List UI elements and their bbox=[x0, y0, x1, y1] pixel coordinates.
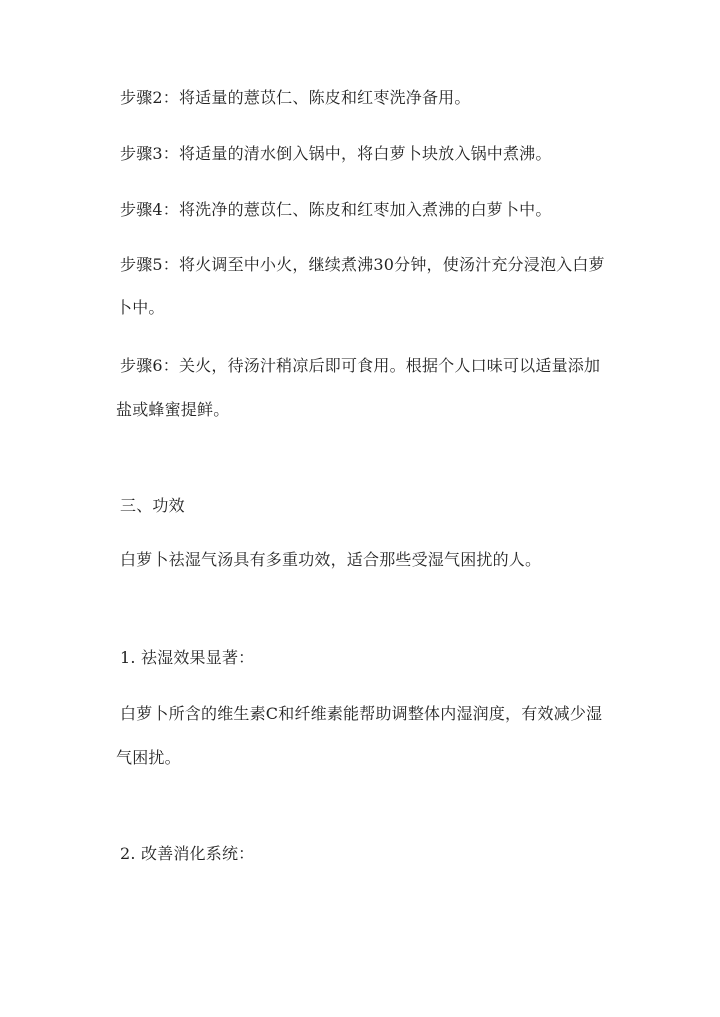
item-2-title: 2. 改善消化系统： bbox=[120, 844, 255, 863]
step-3-text: 步骤3：将适量的清水倒入锅中，将白萝卜块放入锅中煮沸。 bbox=[120, 144, 552, 163]
step-6-text: 步骤6：关火，待汤汁稍凉后即可食用。根据个人口味可以适量添加 bbox=[120, 356, 601, 375]
step-5-text-continued: 卜中。 bbox=[116, 298, 165, 317]
item-1-body: 白萝卜所含的维生素C和纤维素能帮助调整体内湿润度，有效减少湿 bbox=[120, 704, 603, 723]
section-intro: 白萝卜祛湿气汤具有多重功效，适合那些受湿气困扰的人。 bbox=[120, 550, 542, 569]
step-4-text: 步骤4：将洗净的薏苡仁、陈皮和红枣加入煮沸的白萝卜中。 bbox=[120, 200, 552, 219]
item-1-title: 1. 祛湿效果显著： bbox=[120, 648, 255, 667]
step-5-text: 步骤5：将火调至中小火，继续煮沸30分钟，使汤汁充分浸泡入白萝 bbox=[120, 255, 605, 274]
step-2-text: 步骤2：将适量的薏苡仁、陈皮和红枣洗净备用。 bbox=[120, 88, 471, 107]
step-6-text-continued: 盐或蜂蜜提鲜。 bbox=[116, 400, 230, 419]
item-1-body-continued: 气困扰。 bbox=[116, 748, 181, 767]
section-heading: 三、功效 bbox=[120, 496, 185, 515]
